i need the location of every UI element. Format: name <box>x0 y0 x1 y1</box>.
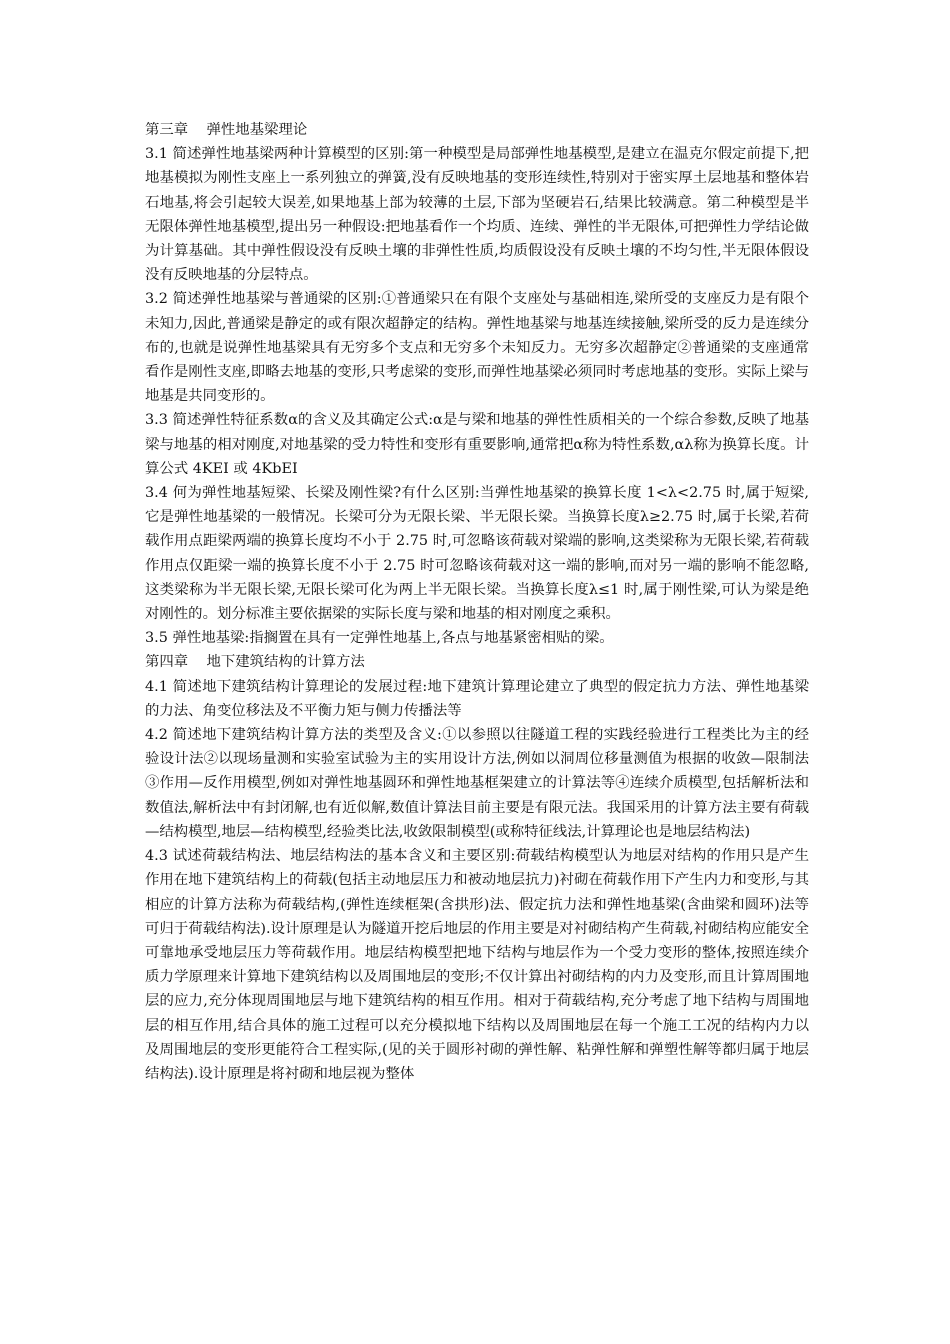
paragraph-4-2: 4.2 简述地下建筑结构计算方法的类型及含义:①以参照以往隧道工程的实践经验进行工程类比为主的经验设计法②以现场量测和实验室试验为主的实用设计方法,例如以洞周位移量测值为根据的收敛—限制法③作用—反作用模型,例如对弹性地基圆环和弹性地基框架建立的计算法等④连续介质模型,包括解析法和数值法,解析法中有封闭解,也有近似解,数值计算法目前主要是有限元法。我国采用的计算方法主要有荷载—结构模型,地层—结构模型,经验类比法,收敛限制模型(或称特征线法,计算理论也是地层结构法) <box>145 727 809 840</box>
paragraph-4-1: 4.1 简述地下建筑结构计算理论的发展过程:地下建筑计算理论建立了典型的假定抗力方法、弹性地基梁的力法、角变位移法及不平衡力矩与侧力传播法等 <box>145 678 809 719</box>
paragraph-3-3: 3.3 简述弹性特征系数α的含义及其确定公式:α是与梁和地基的弹性性质相关的一个综合参数,反映了地基梁与地基的相对刚度,对地基梁的受力特性和变形有重要影响,通常把α称为特性系数,αλ称为换算长度。计算公式 4KEI 或 4KbEI <box>145 412 809 477</box>
paragraph-3-2: 3.2 简述弹性地基梁与普通梁的区别:①普通梁只在有限个支座处与基础相连,梁所受的支座反力是有限个未知力,因此,普通梁是静定的或有限次超静定的结构。弹性地基梁与地基连续接触,梁所受的反力是连续分布的,也就是说弹性地基梁具有无穷多个支点和无穷多个未知反力。无穷多次超静定②普通梁的支座通常看作是刚性支座,即略去地基的变形,只考虑梁的变形,而弹性地基梁必须同时考虑地基的变形。实际上梁与地基是共同变形的。 <box>145 291 809 405</box>
document-page <box>145 118 809 1086</box>
chapter-3-title: 第三章 弹性地基梁理论 <box>145 122 308 138</box>
paragraph-4-3: 4.3 试述荷载结构法、地层结构法的基本含义和主要区别:荷载结构模型认为地层对结构的作用只是产生作用在地下建筑结构上的荷载(包括主动地层压力和被动地层抗力)衬砌在荷载作用下产生内力和变形,与其相应的计算方法称为荷载结构,(弹性连续框架(含拱形)法、假定抗力法和弹性地基梁(含曲梁和圆环)法等可归于荷载结构法).设计原理是认为隧道开挖后地层的作用主要是对衬砌结构产生荷载,衬砌结构应能安全可靠地承受地层压力等荷载作用。地层结构模型把地下结构与地层作为一个受力变形的整体,按照连续介质力学原理来计算地下建筑结构以及周围地层的变形;不仅计算出衬砌结构的内力及变形,而且计算周围地层的应力,充分体现周围地层与地下建筑结构的相互作用。相对于荷载结构,充分考虑了地下结构与周围地层的相互作用,结合具体的施工过程可以充分模拟地下结构以及周围地层在每一个施工工况的结构内力以及周围地层的变形更能符合工程实际,(见的关于圆形衬砌的弹性解、粘弹性解和弹塑性解等都归属于地层结构法).设计原理是将衬砌和地层视为整体 <box>145 848 809 1082</box>
paragraph-3-5: 3.5 弹性地基梁:指搁置在具有一定弹性地基上,各点与地基紧密相贴的梁。 <box>145 630 614 647</box>
paragraph-3-1: 3.1 简述弹性地基梁两种计算模型的区别:第一种模型是局部弹性地基模型,是建立在温克尔假定前提下,把地基模拟为刚性支座上一系列独立的弹簧,没有反映地基的变形连续性,特别对于密实厚土层地基和整体岩石地基,将会引起较大误差,如果地基上部为较薄的土层,下部为坚硬岩石,结果比较满意。第二种模型是半无限体弹性地基模型,提出另一种假设:把地基看作一个均质、连续、弹性的半无限体,可把弹性力学结论做为计算基础。其中弹性假设没有反映土壤的非弹性性质,均质假设没有反映土壤的不均匀性,半无限体假设没有反映地基的分层特点。 <box>145 146 809 284</box>
chapter-4-title: 第四章 地下建筑结构的计算方法 <box>145 654 365 671</box>
paragraph-3-4: 3.4 何为弹性地基短梁、长梁及刚性梁?有什么区别:当弹性地基梁的换算长度 1<λ<2.75 时,属于短梁,它是弹性地基梁的一般情况。长梁可分为无限长梁、半无限长梁。当换算长度λ≥2.75 时,属于长梁,若荷载作用点距梁两端的换算长度均不小于 2.75 时,可忽略该荷载对梁端的影响,这类梁称为无限长梁,若荷载作用点仅距梁一端的换算长度不小于 2.75 时可忽略该荷载对这一端的影响,而对另一端的影响不能忽略,这类梁称为半无限长梁,无限长梁可化为两上半无限长梁。当换算长度λ≤1 时,属于刚性梁,可认为梁是绝对刚性的。划分标准主要依据梁的实际长度与梁和地基的相对刚度之乘积。 <box>145 485 809 623</box>
